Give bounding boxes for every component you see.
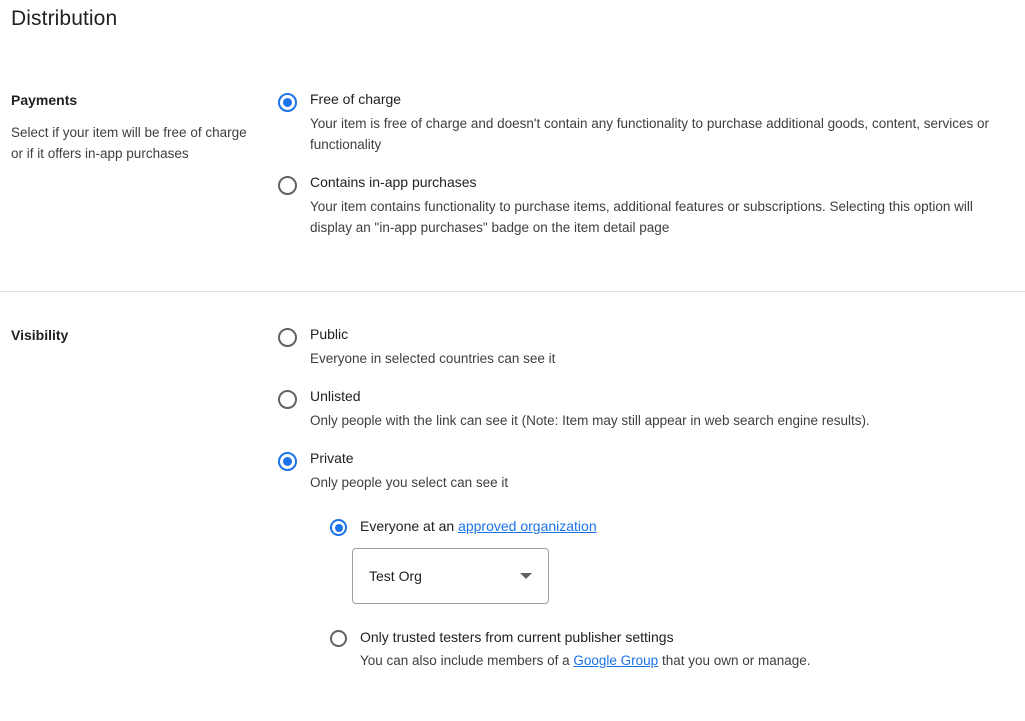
radio-free-of-charge[interactable]	[278, 93, 297, 112]
visibility-option-unlisted-label: Unlisted	[310, 388, 361, 404]
payments-label-column	[11, 90, 259, 164]
testers-desc-suffix: that you own or manage.	[658, 653, 811, 668]
organization-select[interactable]	[352, 548, 549, 604]
private-option-trusted-testers[interactable]	[330, 628, 1018, 671]
visibility-option-unlisted-description: Only people with the link can see it (Note: Item may still appear in web search engine results).	[310, 413, 870, 428]
payment-option-free-label: Free of charge	[310, 91, 402, 107]
private-sub-options	[330, 517, 1018, 671]
payment-option-iap-description: Your item contains functionality to purchase items, additional features or subscriptions. Selecting this option will display an "in-app purchases" badge on the item detail page	[310, 199, 973, 235]
private-option-trusted-testers-label: Only trusted testers from current publisher settings	[360, 629, 674, 645]
payment-option-free[interactable]	[278, 90, 1018, 155]
radio-approved-organization[interactable]	[330, 519, 347, 536]
radio-contains-in-app-purchases[interactable]	[278, 176, 297, 195]
google-group-link[interactable]: Google Group	[573, 653, 659, 668]
visibility-options	[278, 325, 1018, 689]
private-option-organization[interactable]	[330, 517, 1018, 536]
visibility-option-private[interactable]	[278, 449, 1018, 671]
visibility-label-column	[11, 325, 259, 345]
testers-desc-prefix: You can also include members of a	[360, 653, 574, 668]
payment-option-iap-label: Contains in-app purchases	[310, 174, 477, 190]
approved-organization-link[interactable]: approved organization	[458, 518, 597, 534]
chevron-down-icon	[520, 573, 532, 579]
payment-option-free-description: Your item is free of charge and doesn't contain any functionality to purchase additional goods, content, services or functionality	[310, 116, 989, 152]
visibility-heading: Visibility	[11, 327, 69, 343]
org-option-prefix: Everyone at an	[360, 518, 459, 534]
visibility-option-public-description: Everyone in selected countries can see it	[310, 351, 556, 366]
page-title: Distribution	[11, 7, 118, 30]
payments-options	[278, 90, 1018, 256]
visibility-option-public-label: Public	[310, 326, 349, 342]
private-option-trusted-testers-description	[360, 650, 1018, 671]
visibility-option-unlisted[interactable]	[278, 387, 1018, 431]
organization-select-value: Test Org	[369, 568, 422, 584]
radio-trusted-testers[interactable]	[330, 630, 347, 647]
radio-unlisted[interactable]	[278, 390, 297, 409]
payments-description: Select if your item will be free of charge or if it offers in-app purchases	[11, 125, 247, 161]
visibility-option-private-label: Private	[310, 450, 354, 466]
payment-option-iap[interactable]	[278, 173, 1018, 238]
section-divider	[0, 291, 1025, 292]
visibility-option-private-description: Only people you select can see it	[310, 475, 509, 490]
radio-public[interactable]	[278, 328, 297, 347]
radio-private[interactable]	[278, 452, 297, 471]
payments-heading: Payments	[11, 92, 78, 108]
private-option-organization-label	[360, 517, 1018, 536]
visibility-option-public[interactable]	[278, 325, 1018, 369]
